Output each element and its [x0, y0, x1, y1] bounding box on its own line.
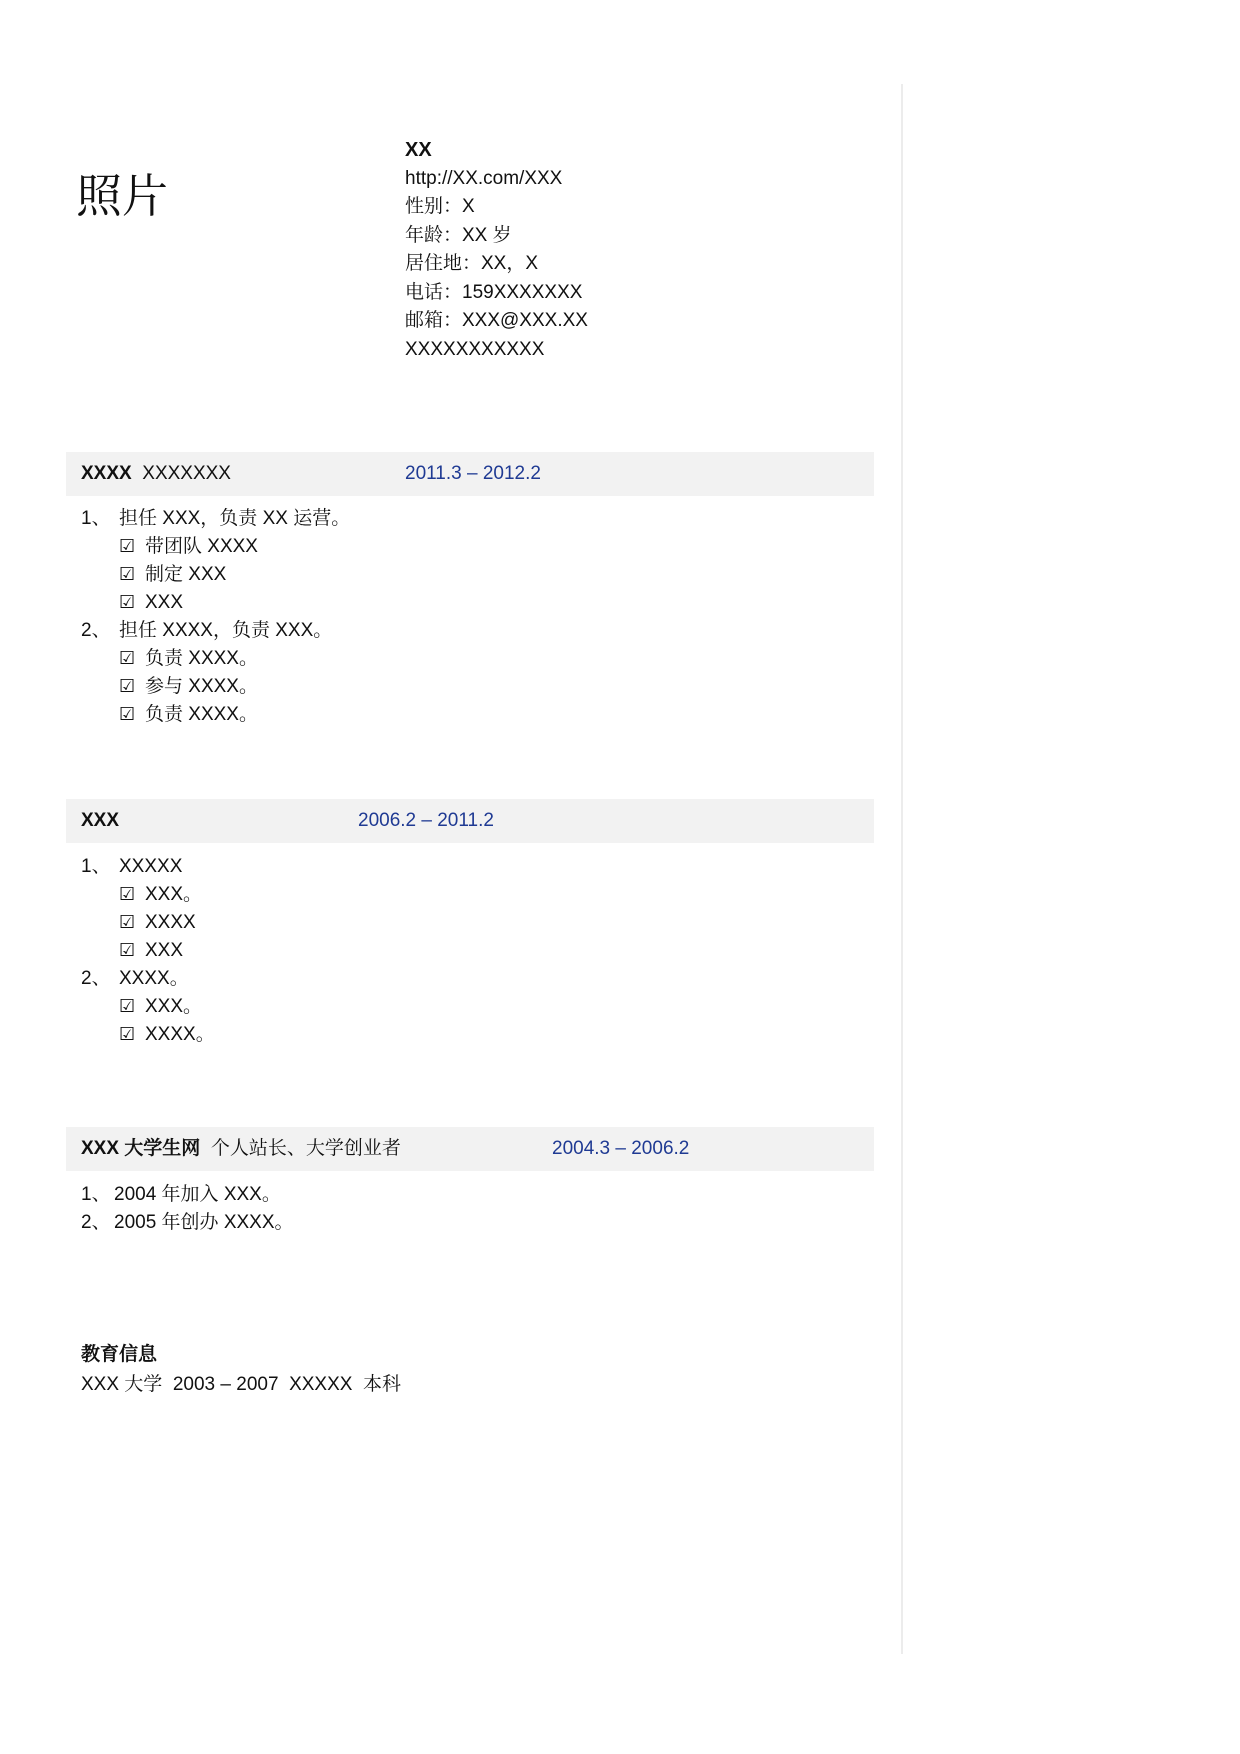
checkbox-checked-icon: ☑ — [119, 996, 136, 1017]
profile-age: 年龄：XX 岁 — [405, 224, 512, 246]
experience-header — [66, 1127, 874, 1171]
checkbox-checked-icon: ☑ — [119, 676, 136, 697]
checklist-item: ☑ XXXX — [81, 909, 215, 937]
checklist-item: ☑ XXXX。 — [81, 1021, 215, 1049]
profile-gender: 性别：X — [405, 196, 475, 217]
checklist-item: ☑ XXX — [81, 937, 215, 965]
checklist-item: ☑ 参与 XXXX。 — [81, 673, 350, 701]
list-item: 1、 XXXXX — [81, 856, 183, 877]
experience-header — [66, 452, 874, 496]
experience-details — [81, 853, 215, 1049]
checkbox-checked-icon: ☑ — [119, 592, 136, 613]
experience-company-line — [81, 452, 231, 496]
checklist-item: ☑ XXX — [81, 589, 350, 617]
checkbox-checked-icon: ☑ — [119, 704, 136, 725]
checkbox-checked-icon: ☑ — [119, 940, 136, 961]
experience-role: XXXXXXX — [142, 463, 231, 484]
profile-website[interactable]: http://XX.com/XXX — [405, 167, 563, 189]
experience-company-line — [81, 1127, 401, 1171]
experience-role: 个人站长、大学创业者 — [210, 1138, 401, 1159]
checklist-item: ☑ XXX。 — [81, 881, 215, 909]
checklist-item: ☑ XXX。 — [81, 993, 215, 1021]
checkbox-checked-icon: ☑ — [119, 912, 136, 933]
checkbox-checked-icon: ☑ — [119, 884, 136, 905]
experience-header — [66, 799, 874, 843]
checklist-item: ☑ 制定 XXX — [81, 561, 350, 589]
profile-email[interactable]: 邮箱：XXX@XXX.XX — [405, 310, 588, 331]
list-item: 2、 XXXX。 — [81, 968, 189, 989]
experience-period: 2011.3 – 2012.2 — [405, 463, 541, 484]
checkbox-checked-icon: ☑ — [119, 1024, 136, 1045]
experience-period: 2004.3 – 2006.2 — [552, 1138, 690, 1159]
experience-details — [81, 505, 350, 729]
profile-name: XX — [405, 139, 432, 161]
checklist-item: ☑ 负责 XXXX。 — [81, 701, 350, 729]
profile-info — [405, 136, 588, 364]
education-entry: XXX 大学 2003 – 2007 XXXXX 本科 — [81, 1374, 401, 1395]
education-title: 教育信息 — [81, 1344, 158, 1365]
checkbox-checked-icon: ☑ — [119, 564, 136, 585]
checklist-item: ☑ 负责 XXXX。 — [81, 645, 350, 673]
experience-company-line — [81, 799, 119, 843]
checkbox-checked-icon: ☑ — [119, 648, 136, 669]
list-item: 2、 2005 年创办 XXXX。 — [81, 1212, 294, 1233]
experience-company: XXXX — [81, 463, 132, 484]
experience-period: 2006.2 – 2011.2 — [358, 810, 494, 831]
photo-placeholder: 照片 — [76, 170, 168, 222]
checklist-item: ☑ 带团队 XXXX — [81, 533, 350, 561]
education-section — [81, 1340, 401, 1400]
profile-phone: 电话：159XXXXXXX — [405, 281, 583, 303]
profile-extra: XXXXXXXXXXX — [405, 338, 545, 360]
profile-residence: 居住地：XX，X — [405, 253, 539, 274]
experience-company: XXX — [81, 810, 120, 831]
list-item: 1、 2004 年加入 XXX。 — [81, 1184, 281, 1205]
experience-company: XXX 大学生网 — [81, 1138, 201, 1159]
list-item: 2、 担任 XXXX，负责 XXX。 — [81, 620, 333, 641]
experience-details — [81, 1181, 294, 1237]
list-item: 1、 担任 XXX，负责 XX 运营。 — [81, 508, 351, 529]
page-divider — [901, 84, 903, 1654]
checkbox-checked-icon: ☑ — [119, 536, 136, 557]
